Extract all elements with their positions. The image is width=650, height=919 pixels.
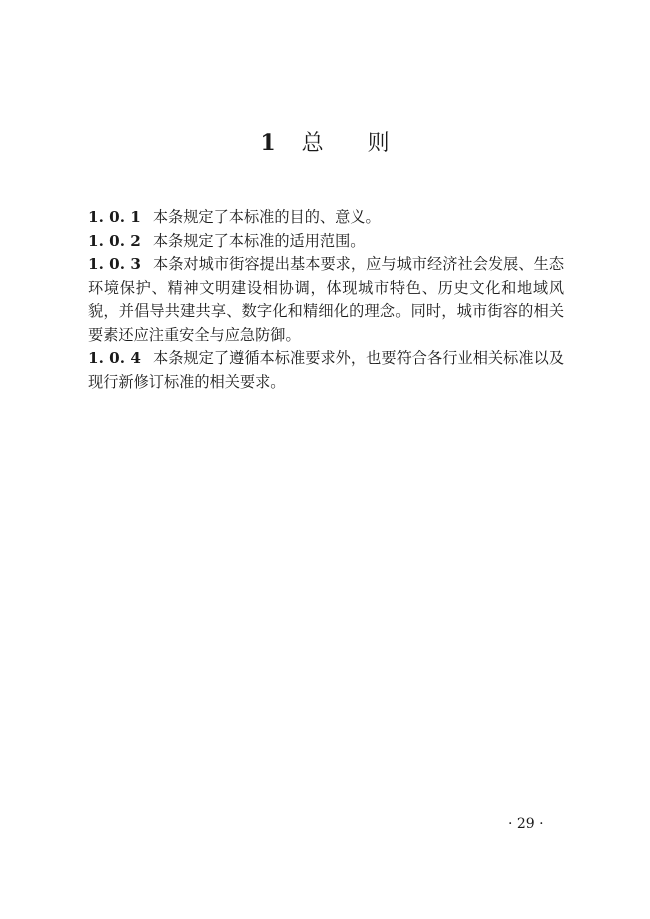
clause-1-0-1 bbox=[88, 206, 564, 230]
clause-text: 本条对城市街容提出基本要求，应与城市经济社会发展、生态环境保护、精神文明建设相协调，体现城市特色、历史文化和地域风貌，并倡导共建共享、数字化和精细化的理念。同时，城市街容的相关要素还应注重安全与应急防御。 bbox=[88, 255, 565, 344]
chapter-title bbox=[0, 128, 650, 159]
clause-1-0-3 bbox=[88, 253, 564, 347]
clause-text: 本条规定了遵循本标准要求外，也要符合各行业相关标准以及现行新修订标准的相关要求。 bbox=[88, 349, 565, 391]
chapter-title-char-1: 总 bbox=[301, 131, 324, 156]
clause-1-0-4 bbox=[88, 347, 564, 394]
clause-number: 1. 0. 4 bbox=[88, 349, 141, 367]
chapter-number: 1 bbox=[260, 130, 276, 156]
clause-text: 本条规定了本标准的适用范围。 bbox=[152, 231, 366, 250]
clause-number: 1. 0. 1 bbox=[88, 208, 141, 226]
clause-number: 1. 0. 3 bbox=[88, 255, 141, 273]
page-number: · 29 · bbox=[508, 816, 544, 832]
clause-list bbox=[88, 206, 564, 394]
clause-text: 本条规定了本标准的目的、意义。 bbox=[152, 208, 381, 226]
clause-number: 1. 0. 2 bbox=[88, 231, 141, 250]
clause-1-0-2 bbox=[88, 230, 564, 254]
chapter-title-char-2: 则 bbox=[367, 131, 390, 156]
